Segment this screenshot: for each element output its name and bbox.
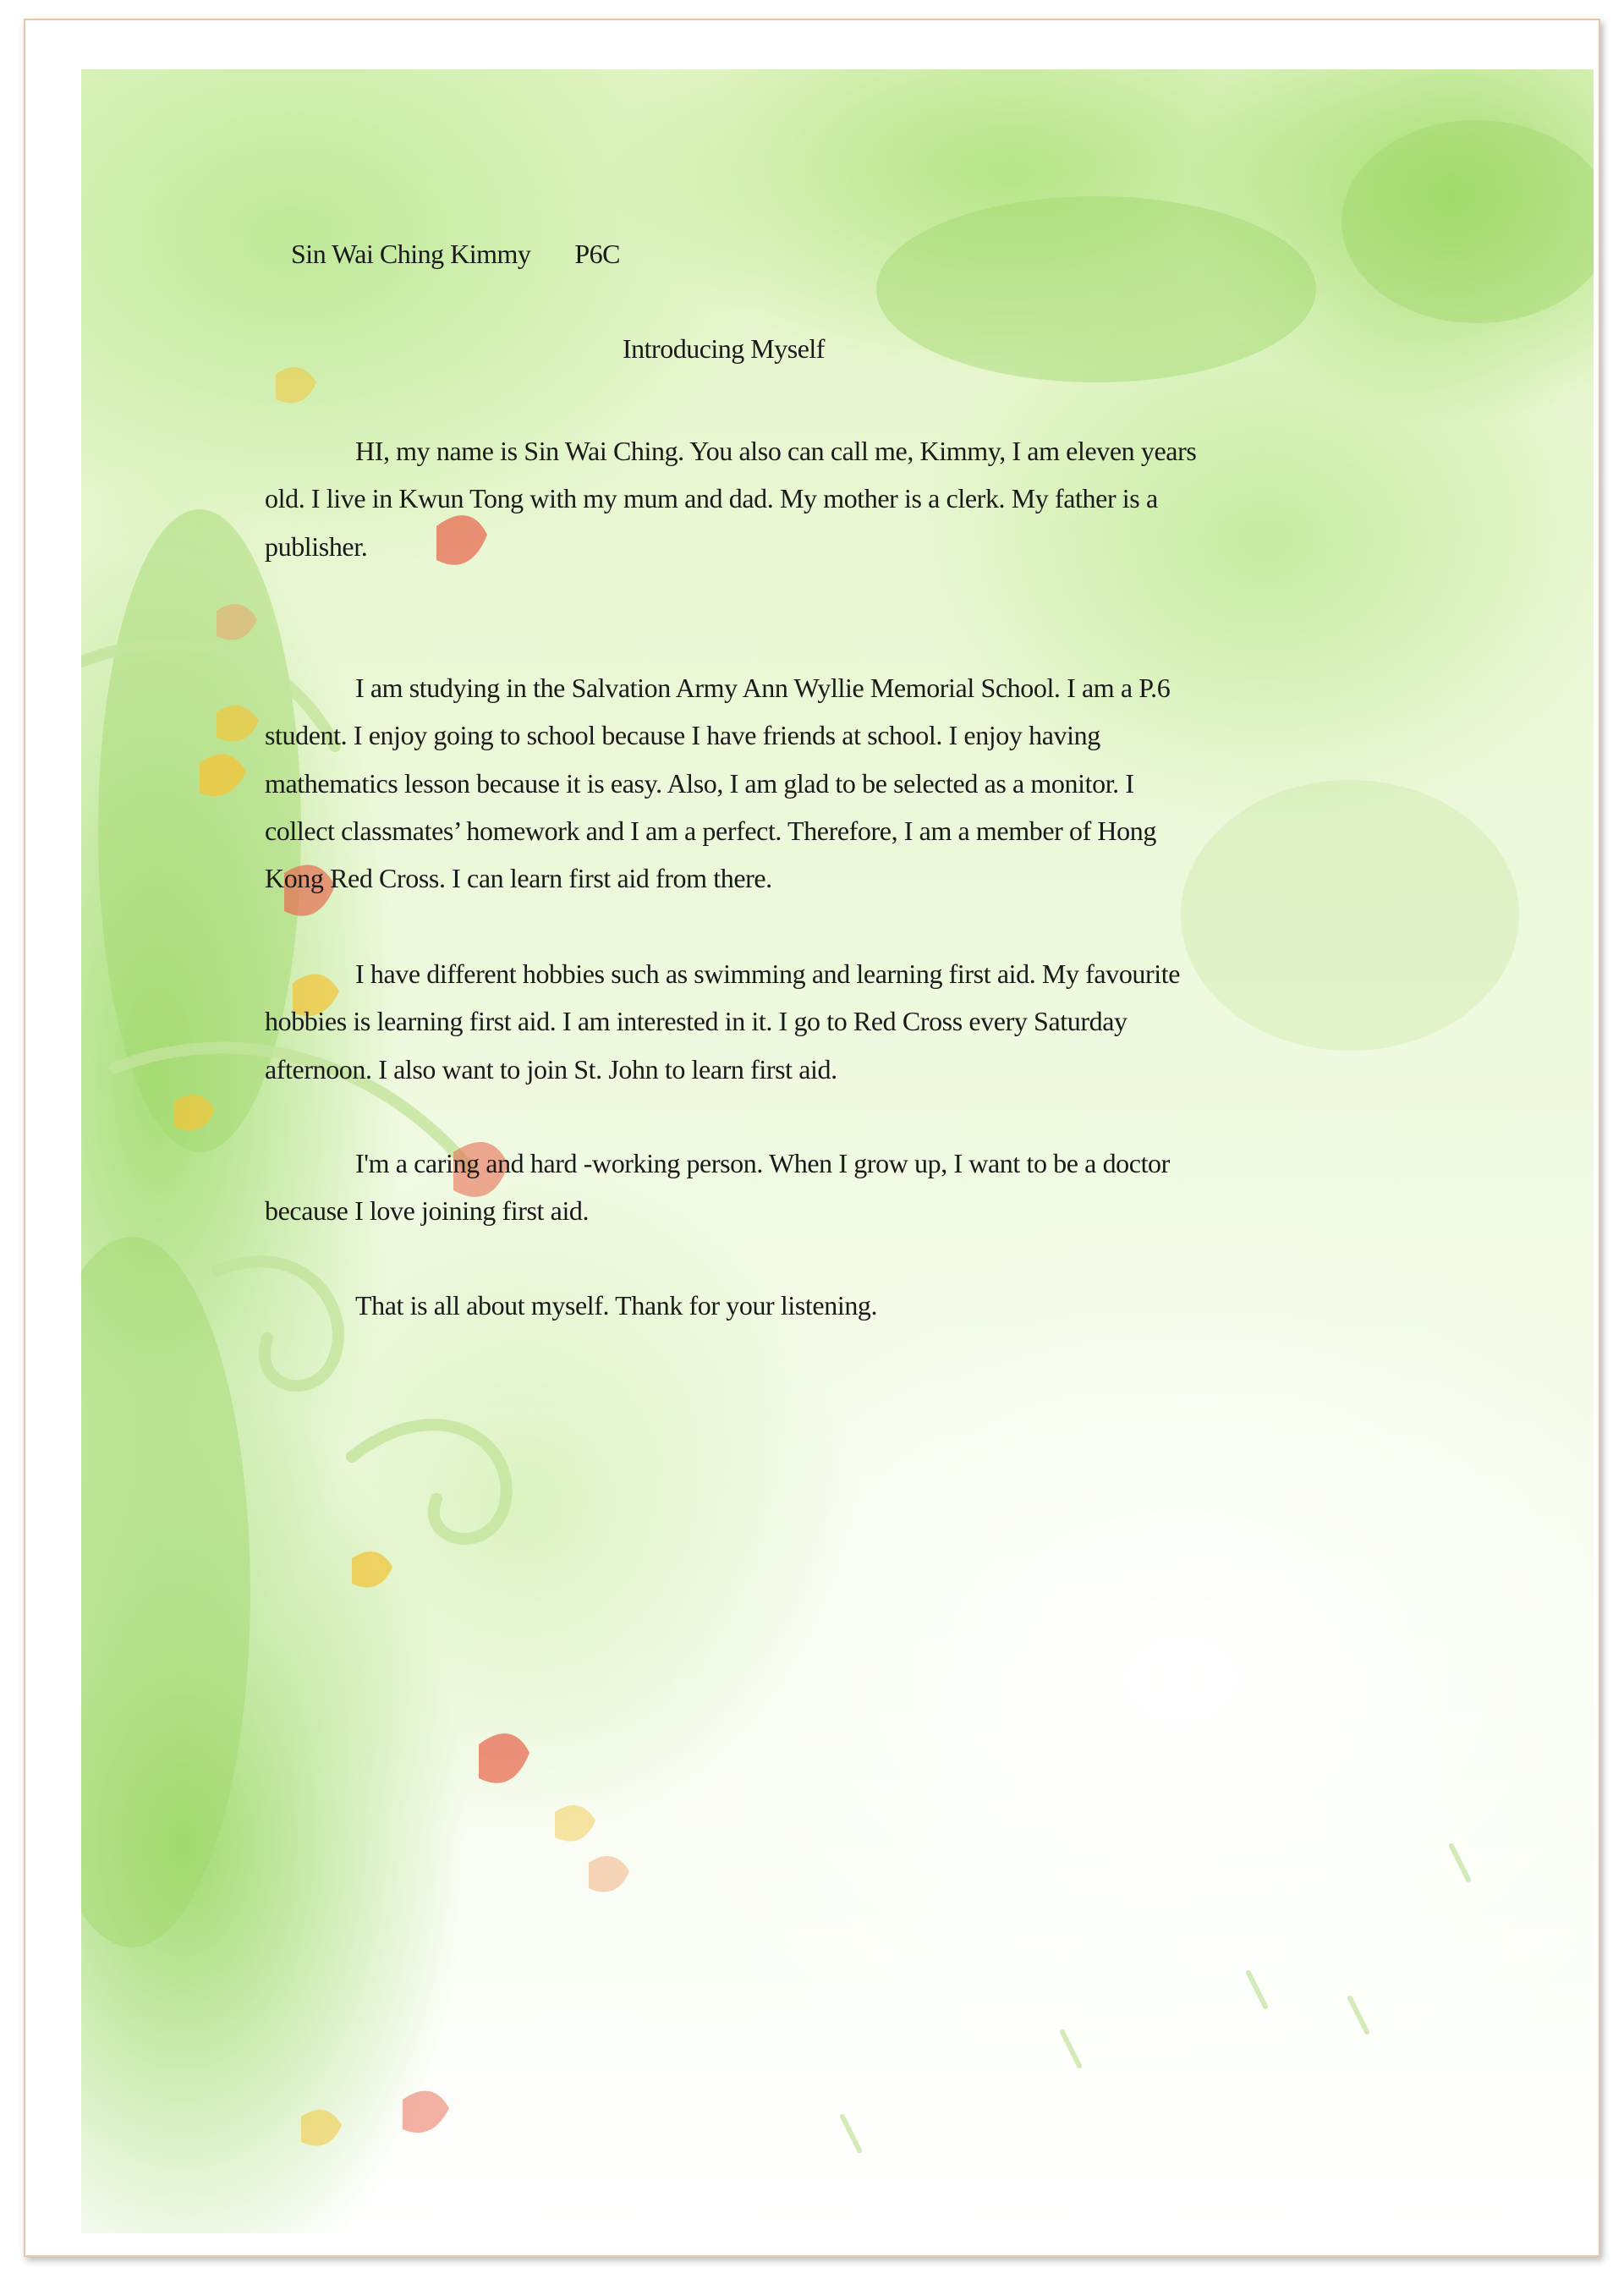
student-header bbox=[291, 239, 620, 270]
paragraph-line: old. I live in Kwun Tong with my mum and dad. My mother is a clerk. My father is a bbox=[265, 483, 1158, 514]
paragraph-line: afternoon. I also want to join St. John to learn first aid. bbox=[265, 1053, 837, 1085]
letter-title: Introducing Myself bbox=[623, 333, 825, 364]
paragraph-line: Kong Red Cross. I can learn first aid from there. bbox=[265, 863, 772, 894]
paragraph-line: I'm a caring and hard -working person. When I grow up, I want to be a doctor bbox=[355, 1148, 1170, 1178]
paragraph-line: collect classmates’ homework and I am a perfect. Therefore, I am a member of Hong bbox=[265, 815, 1156, 846]
paragraph-line: mathematics lesson because it is easy. Also, I am glad to be selected as a monitor. I bbox=[265, 767, 1134, 799]
page-frame bbox=[24, 19, 1600, 2257]
paragraph-line: because I love joining first aid. bbox=[265, 1195, 590, 1227]
letter-content bbox=[81, 69, 1594, 2233]
paragraph-introduction bbox=[265, 427, 1449, 570]
paragraph-line: student. I enjoy going to school because I have friends at school. I enjoy having bbox=[265, 720, 1100, 751]
paragraph-line: hobbies is learning first aid. I am interested in it. I go to Red Cross every Saturday bbox=[265, 1006, 1127, 1037]
paragraph-line: publisher. bbox=[265, 530, 368, 562]
student-name: Sin Wai Ching Kimmy bbox=[291, 239, 531, 269]
letter-paper bbox=[81, 69, 1594, 2233]
paragraph-line: HI, my name is Sin Wai Ching. You also can call me, Kimmy, I am eleven years bbox=[355, 436, 1197, 466]
student-class: P6C bbox=[574, 239, 620, 269]
paragraph-hobbies bbox=[265, 950, 1449, 1093]
paragraph-school bbox=[265, 664, 1449, 902]
paragraph-personality bbox=[265, 1140, 1449, 1235]
paragraph-closing bbox=[265, 1282, 1449, 1329]
paragraph-line: That is all about myself. Thank for your listening. bbox=[355, 1290, 878, 1321]
paragraph-line: I have different hobbies such as swimming and learning first aid. My favourite bbox=[355, 958, 1181, 989]
paragraph-line: I am studying in the Salvation Army Ann Wyllie Memorial School. I am a P.6 bbox=[355, 673, 1171, 703]
